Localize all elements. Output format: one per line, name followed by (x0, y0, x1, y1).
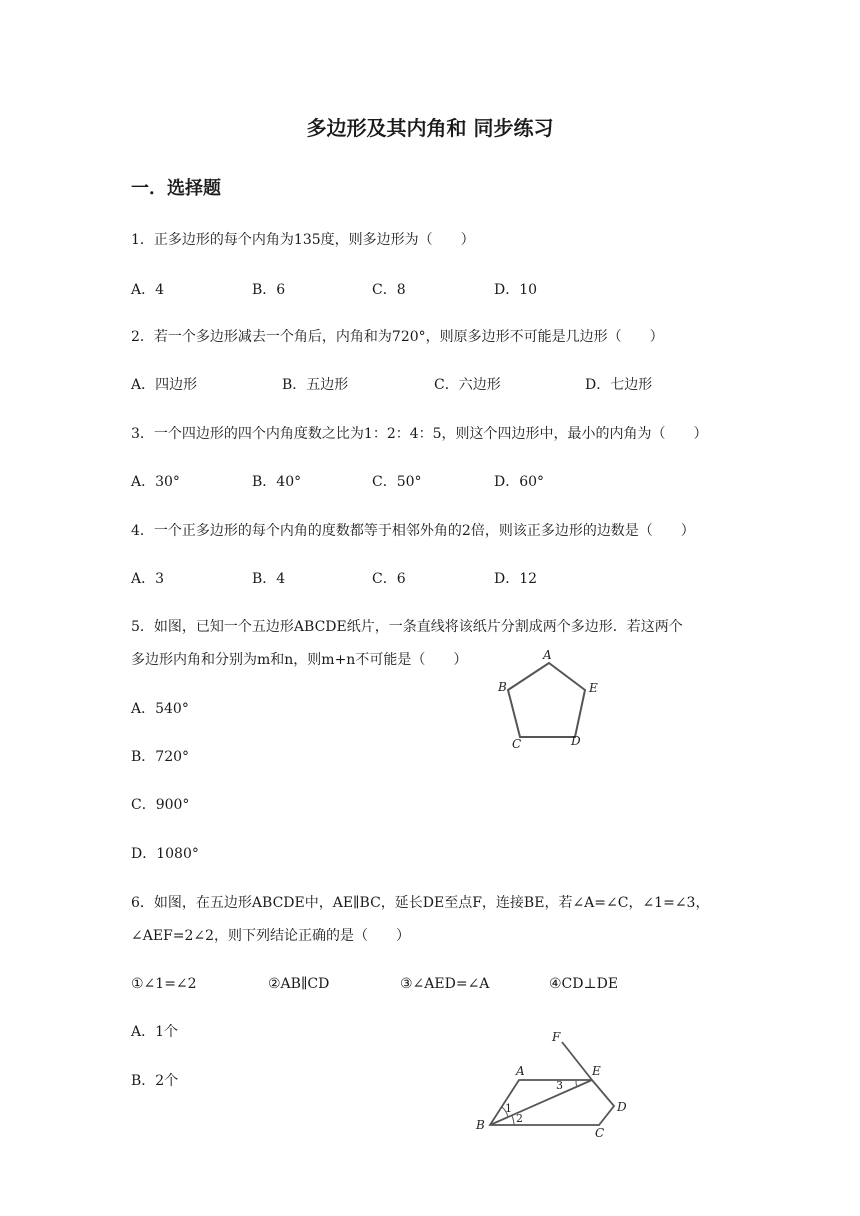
pentagon-figure (490, 645, 610, 755)
question-5-stem-line2: 多边形内角和分别为m和n，则m+n不可能是（ ） (131, 652, 468, 668)
fig6-label-a: A (516, 1064, 525, 1078)
page-title: 多边形及其内角和 同步练习 (306, 116, 554, 140)
section-heading: 一．选择题 (131, 178, 221, 199)
q5-option-b[interactable]: B．720° (131, 749, 190, 765)
q4-option-d[interactable]: D．12 (494, 571, 538, 587)
question-6-stem-line1: 6．如图，在五边形ABCDE中，AE∥BC，延长DE至点F，连接BE，若∠A=∠C，∠1=∠3， (131, 895, 710, 911)
pentagon-label-e: E (589, 681, 598, 695)
q3-option-a[interactable]: A．30° (131, 474, 180, 490)
fig6-label-c: C (595, 1126, 605, 1140)
angle-arc-2 (512, 1116, 514, 1125)
fig6-label-e: E (592, 1064, 601, 1078)
q1-option-b[interactable]: B．6 (252, 282, 286, 298)
pentagon-abcde-figure (470, 1025, 640, 1140)
q5-option-d[interactable]: D．1080° (131, 846, 199, 862)
q1-option-a[interactable]: A．4 (131, 282, 165, 298)
q3-option-d[interactable]: D．60° (494, 474, 545, 490)
q6-option-b[interactable]: B．2个 (131, 1073, 179, 1089)
ray-ef (562, 1042, 592, 1080)
q3-option-c[interactable]: C．50° (372, 474, 422, 490)
q1-option-d[interactable]: D．10 (494, 282, 538, 298)
q2-option-b[interactable]: B．五边形 (282, 377, 349, 393)
question-6-stem-line2: ∠AEF=2∠2，则下列结论正确的是（ ） (131, 928, 411, 944)
fig6-angle-1: 1 (505, 1102, 512, 1115)
q1-option-c[interactable]: C．8 (372, 282, 406, 298)
question-3-stem: 3．一个四边形的四个内角度数之比为1：2：4：5，则这个四边形中，最小的内角为（ ） (131, 426, 708, 442)
pentagon-label-b: B (498, 680, 507, 694)
pentagon-label-a: A (543, 648, 552, 662)
q4-option-c[interactable]: C．6 (372, 571, 406, 587)
pentagon-label-c: C (512, 737, 522, 751)
q4-option-a[interactable]: A．3 (131, 571, 165, 587)
q3-option-b[interactable]: B．40° (252, 474, 302, 490)
q5-option-a[interactable]: A．540° (131, 701, 189, 717)
fig6-angle-2: 2 (516, 1112, 523, 1125)
q6-statement-4: ④CD⊥DE (549, 976, 619, 992)
q6-statement-1: ①∠1=∠2 (131, 976, 197, 992)
fig6-label-d: D (617, 1100, 627, 1114)
q4-option-b[interactable]: B．4 (252, 571, 286, 587)
q2-option-c[interactable]: C．六边形 (434, 377, 501, 393)
fig6-label-f: F (552, 1030, 561, 1044)
fig6-angle-3: 3 (556, 1079, 563, 1092)
question-4-stem: 4．一个正多边形的每个内角的度数都等于相邻外角的2倍，则该正多边形的边数是（ ） (131, 523, 695, 539)
q6-statement-2: ②AB∥CD (268, 976, 330, 992)
q6-option-a[interactable]: A．1个 (131, 1024, 179, 1040)
fig6-label-b: B (476, 1118, 485, 1132)
question-5-stem-line1: 5．如图，已知一个五边形ABCDE纸片，一条直线将该纸片分割成两个多边形．若这两个 (131, 619, 683, 635)
question-1-stem: 1．正多边形的每个内角为135度，则多边形为（ ） (131, 232, 475, 248)
q6-statement-3: ③∠AED=∠A (400, 976, 490, 992)
q5-option-c[interactable]: C．900° (131, 797, 190, 813)
pentagon-label-d: D (571, 734, 581, 748)
angle-arc-3 (576, 1080, 577, 1087)
q2-option-a[interactable]: A．四边形 (131, 377, 198, 393)
q2-option-d[interactable]: D．七边形 (585, 377, 653, 393)
pentagon-shape (508, 663, 585, 737)
question-2-stem: 2．若一个多边形减去一个角后，内角和为720°，则原多边形不可能是几边形（ ） (131, 329, 664, 345)
